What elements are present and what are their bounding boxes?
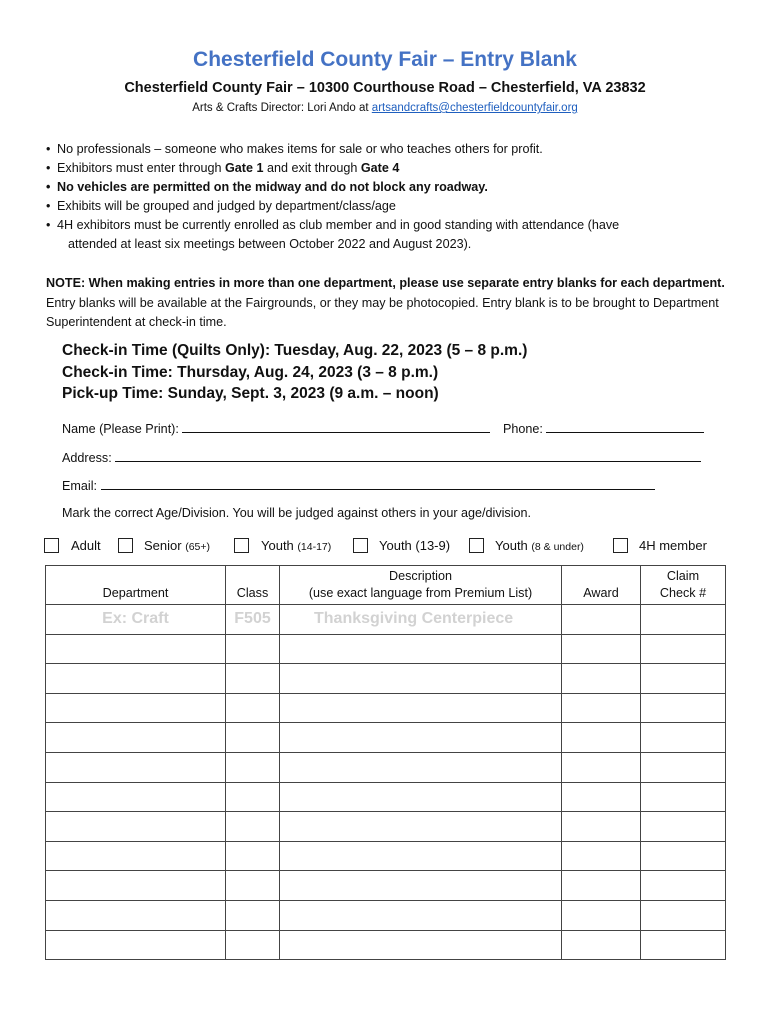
description-cell[interactable] bbox=[280, 752, 562, 782]
phone-field bbox=[503, 421, 704, 436]
description-cell[interactable] bbox=[280, 841, 562, 871]
description-cell[interactable] bbox=[280, 634, 562, 664]
description-cell[interactable] bbox=[280, 900, 562, 930]
rules-list bbox=[46, 140, 726, 254]
table-row bbox=[46, 812, 726, 842]
claim-check-cell[interactable] bbox=[641, 634, 726, 664]
table-row bbox=[46, 664, 726, 694]
award-cell[interactable] bbox=[562, 693, 641, 723]
claim-check-cell[interactable] bbox=[641, 664, 726, 694]
gate-4: Gate 4 bbox=[360, 161, 400, 175]
department-cell[interactable] bbox=[46, 900, 226, 930]
note-text: Entry blanks will be available at the Fairgrounds, or they may be photocopied. Entry blank is to be brought to Department Superintendent at check-in time. bbox=[46, 295, 719, 329]
claim-check-cell[interactable] bbox=[641, 812, 726, 842]
youth-14-17-label: Youth (14-17) bbox=[261, 538, 332, 553]
class-cell[interactable] bbox=[226, 693, 280, 723]
claim-check-cell[interactable] bbox=[641, 871, 726, 901]
award-cell[interactable] bbox=[562, 634, 641, 664]
4h-member-checkbox[interactable] bbox=[613, 538, 628, 553]
senior-checkbox[interactable] bbox=[118, 538, 133, 553]
department-cell[interactable] bbox=[46, 841, 226, 871]
table-row bbox=[46, 782, 726, 812]
schedule bbox=[62, 340, 527, 405]
director-email-link[interactable]: artsandcrafts@chesterfieldcountyfair.org bbox=[371, 102, 578, 114]
claim-check-header: Claim Check # bbox=[641, 566, 726, 605]
claim-check-cell[interactable] bbox=[641, 782, 726, 812]
class-cell[interactable] bbox=[226, 664, 280, 694]
address-input-line[interactable] bbox=[115, 450, 701, 462]
table-row bbox=[46, 634, 726, 664]
description-cell[interactable] bbox=[280, 693, 562, 723]
award-cell[interactable] bbox=[562, 752, 641, 782]
entries-table bbox=[45, 565, 726, 960]
phone-input-line[interactable] bbox=[546, 421, 704, 433]
page-title: Chesterfield County Fair – Entry Blank bbox=[193, 48, 577, 71]
table-row bbox=[46, 723, 726, 753]
division-checkboxes bbox=[44, 536, 734, 558]
description-cell[interactable] bbox=[280, 723, 562, 753]
class-cell[interactable] bbox=[226, 634, 280, 664]
class-cell[interactable] bbox=[226, 930, 280, 960]
youth-14-17-checkbox[interactable] bbox=[234, 538, 249, 553]
pickup-time: Pick-up Time: Sunday, Sept. 3, 2023 (9 a.m. – noon) bbox=[62, 385, 439, 402]
rule-item: • Exhibitors must enter through Gate 1 and exit through Gate 4 bbox=[46, 159, 726, 178]
address-label: Address: bbox=[62, 451, 112, 465]
table-row bbox=[46, 930, 726, 960]
table-row bbox=[46, 871, 726, 901]
note-bold: NOTE: When making entries in more than one department, please use separate entry blanks for each department. bbox=[46, 276, 725, 290]
example-claim bbox=[641, 605, 726, 635]
adult-checkbox[interactable] bbox=[44, 538, 59, 553]
award-cell[interactable] bbox=[562, 664, 641, 694]
description-header: Description (use exact language from Premium List) bbox=[280, 566, 562, 605]
claim-check-cell[interactable] bbox=[641, 930, 726, 960]
example-class: F505 bbox=[226, 605, 280, 635]
award-cell[interactable] bbox=[562, 841, 641, 871]
4h-member-label: 4H member bbox=[639, 538, 707, 553]
table-header-row bbox=[46, 566, 726, 605]
claim-check-cell[interactable] bbox=[641, 841, 726, 871]
adult-label: Adult bbox=[71, 538, 101, 553]
entries-body bbox=[46, 605, 726, 960]
email-input-line[interactable] bbox=[101, 478, 655, 490]
rule-item: • No vehicles are permitted on the midway and do not block any roadway. bbox=[46, 178, 726, 197]
quilts-checkin-time: Check-in Time (Quilts Only): Tuesday, Aug. 22, 2023 (5 – 8 p.m.) bbox=[62, 342, 528, 359]
class-cell[interactable] bbox=[226, 723, 280, 753]
phone-label: Phone: bbox=[503, 422, 543, 436]
description-cell[interactable] bbox=[280, 812, 562, 842]
table-row bbox=[46, 900, 726, 930]
director-label: Arts & Crafts Director: Lori Ando at bbox=[192, 102, 372, 114]
award-cell[interactable] bbox=[562, 930, 641, 960]
youth-13-9-checkbox[interactable] bbox=[353, 538, 368, 553]
table-row bbox=[46, 693, 726, 723]
gate-1: Gate 1 bbox=[225, 161, 264, 175]
award-cell[interactable] bbox=[562, 782, 641, 812]
note-paragraph bbox=[46, 274, 726, 333]
department-cell[interactable] bbox=[46, 723, 226, 753]
address-field bbox=[62, 450, 701, 465]
youth-8-under-checkbox[interactable] bbox=[469, 538, 484, 553]
description-cell[interactable] bbox=[280, 871, 562, 901]
class-header: Class bbox=[226, 566, 280, 605]
rule-item: • Exhibits will be grouped and judged by department/class/age bbox=[46, 197, 726, 216]
department-cell[interactable] bbox=[46, 782, 226, 812]
name-input-line[interactable] bbox=[182, 421, 490, 433]
description-cell[interactable] bbox=[280, 782, 562, 812]
award-cell[interactable] bbox=[562, 723, 641, 753]
rule-item: • No professionals – someone who makes items for sale or who teaches others for profit. bbox=[46, 140, 726, 159]
award-cell[interactable] bbox=[562, 812, 641, 842]
claim-check-cell[interactable] bbox=[641, 752, 726, 782]
email-field bbox=[62, 478, 655, 493]
senior-label: Senior (65+) bbox=[144, 538, 211, 553]
class-cell[interactable] bbox=[226, 812, 280, 842]
name-label: Name (Please Print): bbox=[62, 422, 179, 436]
department-cell[interactable] bbox=[46, 634, 226, 664]
class-cell[interactable] bbox=[226, 900, 280, 930]
example-row bbox=[46, 605, 726, 635]
name-field bbox=[62, 421, 490, 436]
table-row bbox=[46, 841, 726, 871]
class-cell[interactable] bbox=[226, 752, 280, 782]
claim-check-cell[interactable] bbox=[641, 900, 726, 930]
director-line bbox=[0, 102, 770, 114]
fair-address: Chesterfield County Fair – 10300 Courthouse Road – Chesterfield, VA 23832 bbox=[124, 80, 646, 96]
example-award bbox=[562, 605, 641, 635]
checkin-time: Check-in Time: Thursday, Aug. 24, 2023 (3 – 8 p.m.) bbox=[62, 363, 439, 381]
example-department: Ex: Craft bbox=[46, 605, 226, 635]
department-cell[interactable] bbox=[46, 664, 226, 694]
department-header: Department bbox=[46, 566, 226, 605]
award-cell[interactable] bbox=[562, 871, 641, 901]
award-cell[interactable] bbox=[562, 900, 641, 930]
department-cell[interactable] bbox=[46, 812, 226, 842]
rule-item: • 4H exhibitors must be currently enrolled as club member and in good standing with attendance (have attended at least six meetings between October 2022 and August 2023). bbox=[46, 216, 726, 254]
description-cell[interactable] bbox=[280, 664, 562, 694]
department-cell[interactable] bbox=[46, 930, 226, 960]
example-description: Thanksgiving Centerpiece bbox=[280, 605, 562, 635]
department-cell[interactable] bbox=[46, 693, 226, 723]
class-cell[interactable] bbox=[226, 782, 280, 812]
claim-check-cell[interactable] bbox=[641, 723, 726, 753]
claim-check-cell[interactable] bbox=[641, 693, 726, 723]
table-row bbox=[46, 752, 726, 782]
youth-13-9-label: Youth (13-9) bbox=[379, 538, 451, 553]
class-cell[interactable] bbox=[226, 841, 280, 871]
class-cell[interactable] bbox=[226, 871, 280, 901]
department-cell[interactable] bbox=[46, 871, 226, 901]
award-header: Award bbox=[562, 566, 641, 605]
division-instruction: Mark the correct Age/Division. You will be judged against others in your age/division. bbox=[62, 506, 532, 520]
email-label: Email: bbox=[62, 479, 97, 493]
youth-8-under-label: Youth (8 & under) bbox=[495, 538, 584, 553]
department-cell[interactable] bbox=[46, 752, 226, 782]
description-cell[interactable] bbox=[280, 930, 562, 960]
